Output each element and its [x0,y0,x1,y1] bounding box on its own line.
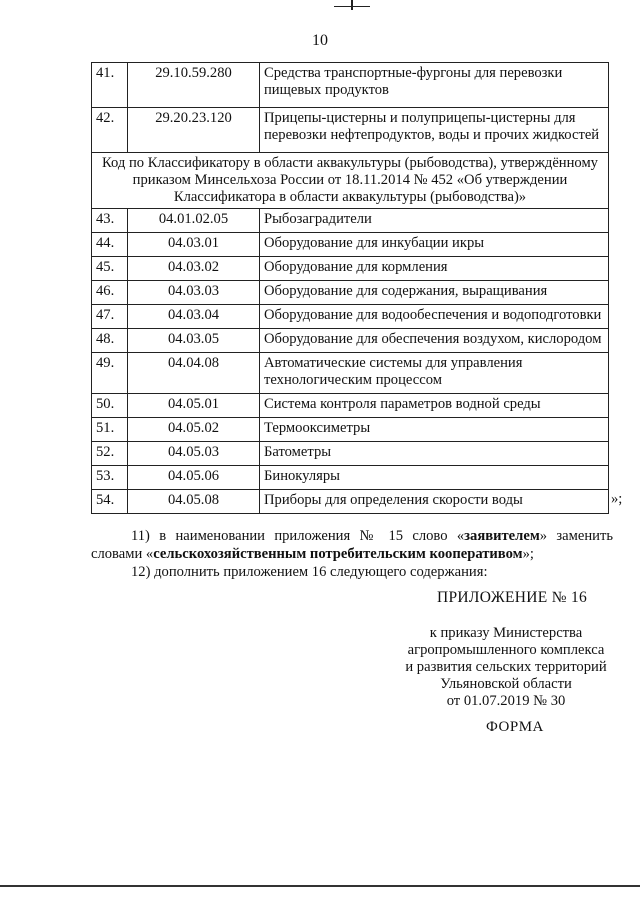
row-name: Оборудование для содержания, выращивания [260,281,609,305]
bold-term-cooperative: сельскохозяйственным потребительским кооперативом [153,546,523,562]
row-number: 46. [92,281,128,305]
row-number: 42. [92,108,128,153]
row-name: Приборы для определения скорости воды [260,490,609,514]
table-row [92,394,609,418]
row-code: 04.03.05 [128,329,260,353]
row-name: Прицепы-цистерны и полуприцепы-цистерны для перевозки нефтепродуктов, воды и прочих жидкостей [260,108,609,153]
appendix-reference-line: к приказу Министерства [429,625,583,641]
row-number: 52. [92,442,128,466]
row-number: 51. [92,418,128,442]
row-name: Система контроля параметров водной среды [260,394,609,418]
row-name: Оборудование для кормления [260,257,609,281]
row-code: 04.03.03 [128,281,260,305]
appendix-title: ПРИЛОЖЕНИЕ № 16 [437,589,588,606]
row-code: 29.10.59.280 [128,63,260,108]
page-number: 10 [312,32,328,49]
row-number: 50. [92,394,128,418]
appendix-reference-line: от 01.07.2019 № 30 [446,693,566,709]
table-row [92,490,609,514]
bottom-divider [0,885,640,887]
row-number: 47. [92,305,128,329]
table-row [92,108,609,153]
row-name: Оборудование для обеспечения воздухом, кислородом [260,329,609,353]
paragraph-12: 12) дополнить приложением 16 следующего содержания: [131,564,488,580]
table-row [92,466,609,490]
table-row [92,233,609,257]
row-number: 44. [92,233,128,257]
row-code: 04.05.08 [128,490,260,514]
row-code: 04.03.01 [128,233,260,257]
table-closing-quote: »; [611,491,623,507]
classifier-table [91,62,609,514]
row-code: 04.03.02 [128,257,260,281]
row-code: 04.05.01 [128,394,260,418]
paragraph-11-text: 11) в наименовании приложения № 15 слово « [131,528,465,544]
appendix-reference-line: и развития сельских территорий [405,659,607,675]
row-code: 04.05.02 [128,418,260,442]
binding-mark-tick [351,0,353,10]
row-number: 43. [92,209,128,233]
row-name: Оборудование для водообеспечения и водоподготовки [260,305,609,329]
row-name: Средства транспортные-фургоны для перевозки пищевых продуктов [260,63,609,108]
appendix-reference [396,625,616,710]
row-name: Оборудование для инкубации икры [260,233,609,257]
row-name: Термооксиметры [260,418,609,442]
section-heading-row [92,153,609,209]
row-name: Автоматические системы для управления технологическим процессом [260,353,609,394]
table-row [92,353,609,394]
section-heading: Код по Классификатору в области аквакультуры (рыбоводства), утверждённому приказом Минсельхоза России от 18.11.2014 № 452 «Об утверждении Классификатора в области аквакультуры (рыбоводства)» [92,153,609,209]
bold-term-applicant: заявителем [464,528,540,544]
table-row [92,329,609,353]
row-number: 45. [92,257,128,281]
row-code: 04.03.04 [128,305,260,329]
row-code: 04.01.02.05 [128,209,260,233]
row-number: 48. [92,329,128,353]
row-number: 49. [92,353,128,394]
appendix-reference-line: Ульяновской области [440,676,572,692]
paragraph-11-text: » заменить словами « [91,528,614,562]
row-number: 54. [92,490,128,514]
table-row [92,209,609,233]
table-row [92,63,609,108]
table-row [92,281,609,305]
appendix-reference-line: агропромышленного комплекса [407,642,605,658]
row-name: Батометры [260,442,609,466]
table-row [92,442,609,466]
row-number: 41. [92,63,128,108]
table-row [92,418,609,442]
table-row [92,257,609,281]
row-name: Бинокуляры [260,466,609,490]
row-name: Рыбозаградители [260,209,609,233]
paragraph-11 [91,527,613,563]
row-code: 04.05.03 [128,442,260,466]
row-code: 29.20.23.120 [128,108,260,153]
paragraph-11-text: »; [522,546,534,562]
row-code: 04.04.08 [128,353,260,394]
row-number: 53. [92,466,128,490]
table-row [92,305,609,329]
row-code: 04.05.06 [128,466,260,490]
form-title: ФОРМА [486,719,544,735]
